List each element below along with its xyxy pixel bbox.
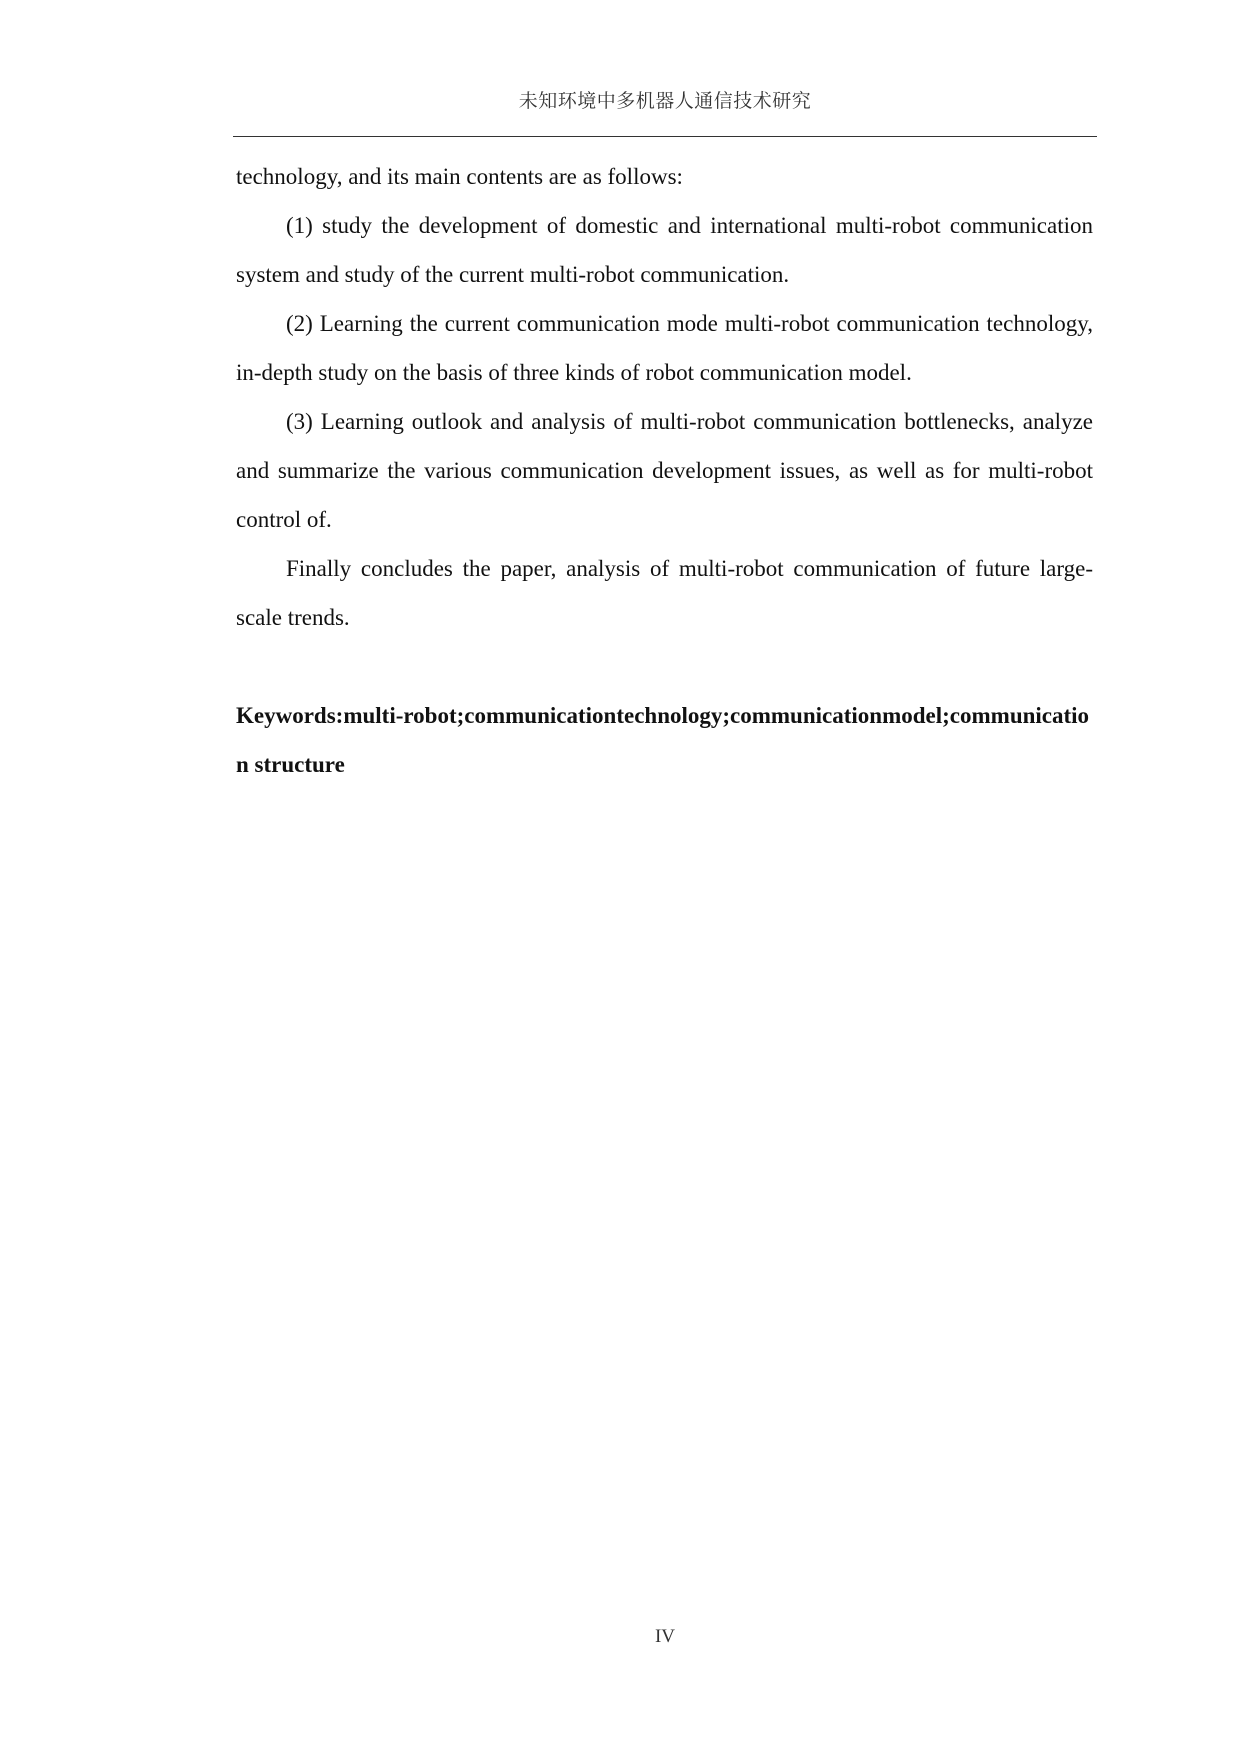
keywords-line: Keywords:multi-robot;communicationtechnology;communicationmodel;communication structure (236, 703, 1090, 777)
paragraph-item-1: (1) study the development of domestic and international multi-robot communication system and study of the current multi-robot communication. (236, 213, 1093, 287)
header-rule (233, 136, 1097, 137)
paragraph-conclusion: Finally concludes the paper, analysis of multi-robot communication of future large-scale trends. (236, 556, 1093, 630)
paragraph-item-2: (2) Learning the current communication mode multi-robot communication technology, in-depth study on the basis of three kinds of robot communication model. (236, 311, 1093, 385)
abstract-body (236, 152, 1093, 789)
paragraph-continuation: technology, and its main contents are as follows: (236, 164, 683, 189)
running-header: 未知环境中多机器人通信技术研究 (518, 90, 812, 112)
page-number: IV (654, 1626, 676, 1647)
paragraph-item-3: (3) Learning outlook and analysis of multi-robot communication bottlenecks, analyze and summarize the various communication development issues, as well as for multi-robot control of. (236, 409, 1093, 532)
